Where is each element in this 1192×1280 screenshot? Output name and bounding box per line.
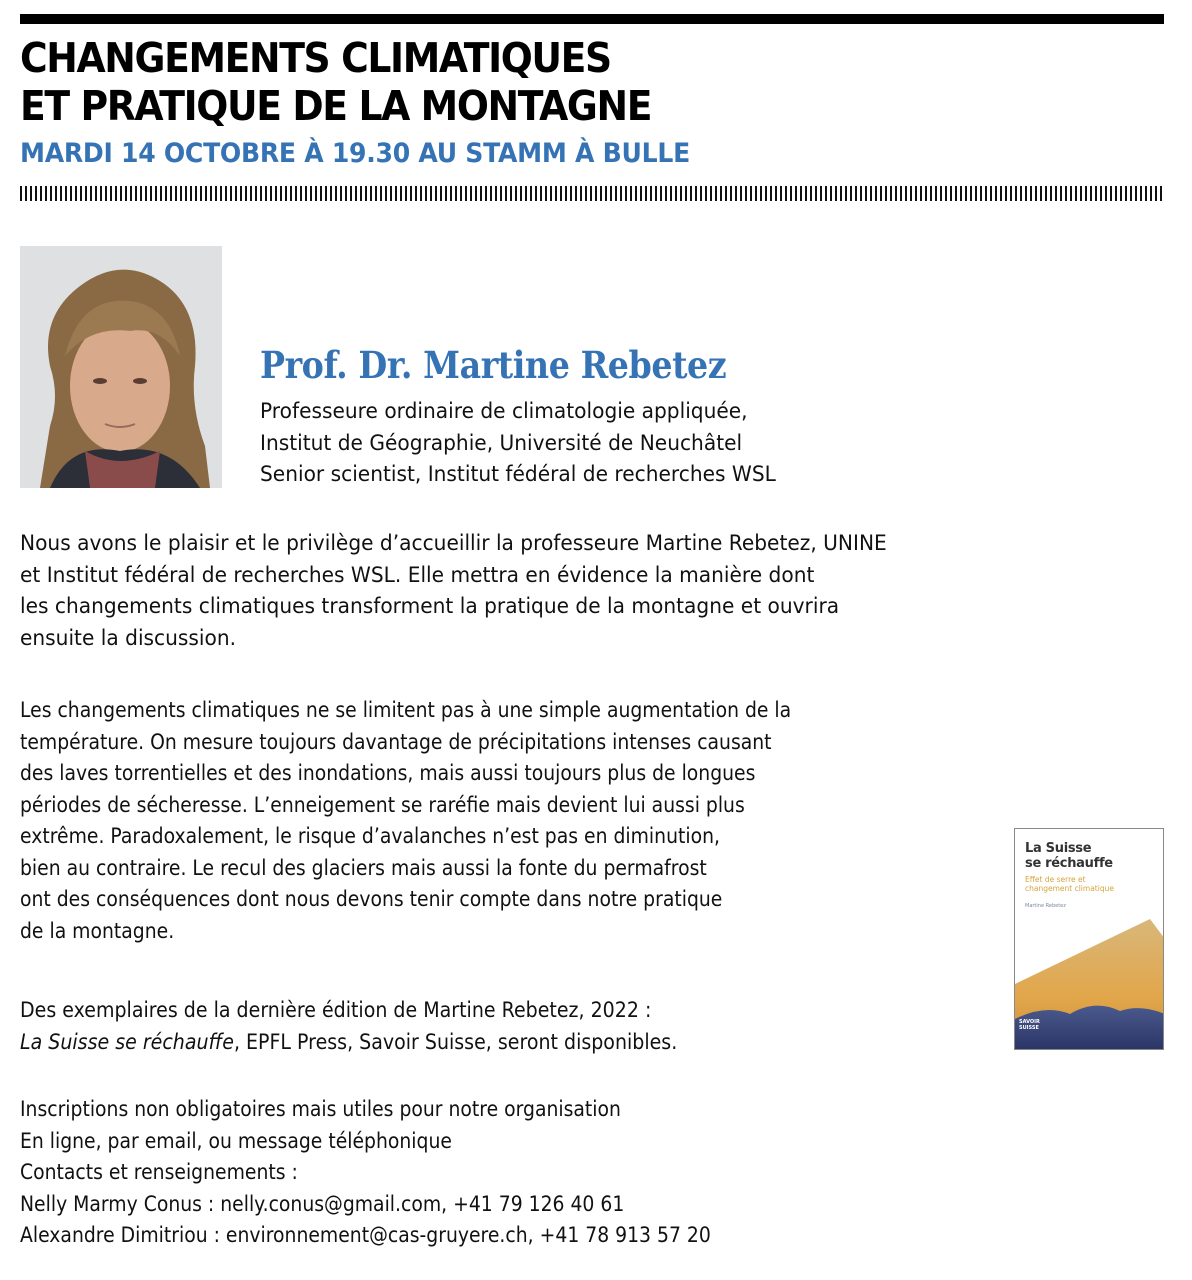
contacts-line: En ligne, par email, ou message téléphonique [20, 1128, 452, 1153]
contacts-paragraph [20, 1094, 711, 1252]
books-line [20, 1027, 677, 1059]
book-details: , EPFL Press, Savoir Suisse, seront disponibles. [233, 1029, 678, 1054]
book-publisher-logo [1019, 1019, 1040, 1031]
intro-line: les changements climatiques transforment la pratique de la montagne et ouvrira [20, 594, 840, 618]
body-paragraph [20, 695, 791, 947]
book-title-line: La Suisse [1025, 841, 1092, 856]
book-cover-subtitle [1025, 875, 1114, 893]
speaker-affiliations [260, 396, 776, 491]
contact-name: Alexandre Dimitriou [20, 1223, 208, 1247]
top-rule [20, 14, 1164, 24]
contact-name: Nelly Marmy Conus [20, 1191, 202, 1216]
dashed-divider [20, 186, 1164, 201]
book-cover-author: Martine Rebetez [1025, 903, 1066, 909]
contact-phone[interactable]: +41 79 126 40 61 [453, 1191, 625, 1216]
publisher-line: SAVOIR [1019, 1019, 1040, 1025]
affiliation-line: Institut de Géographie, Université de Neuchâtel [260, 430, 743, 455]
body-line: bien au contraire. Le recul des glaciers mais aussi la fonte du permafrost [20, 855, 707, 880]
book-title: La Suisse se réchauffe [20, 1029, 234, 1054]
contacts-line: Contacts et renseignements : [20, 1160, 298, 1184]
books-line: Des exemplaires de la dernière édition de Martine Rebetez, 2022 : [20, 998, 652, 1022]
contacts-line: Inscriptions non obligatoires mais utiles pour notre organisation [20, 1097, 621, 1121]
body-line: ont des conséquences dont nous devons tenir compte dans notre pratique [20, 887, 723, 911]
page-title [20, 34, 651, 130]
speaker-name: Prof. Dr. Martine Rebetez [260, 343, 727, 387]
contact-person [20, 1220, 711, 1252]
contact-phone[interactable]: +41 78 913 57 20 [539, 1223, 711, 1247]
title-line-2: ET PRATIQUE DE LA MONTAGNE [20, 82, 652, 130]
body-line: périodes de sécheresse. L’enneigement se raréfie mais devient lui aussi plus [20, 792, 745, 817]
separator: , [527, 1223, 540, 1247]
contact-email[interactable]: nelly.conus@gmail.com [220, 1191, 442, 1216]
title-line-1: CHANGEMENTS CLIMATIQUES [20, 34, 611, 82]
books-paragraph [20, 995, 677, 1058]
book-subtitle-line: changement climatique [1025, 884, 1114, 893]
publisher-line: SUISSE [1019, 1025, 1039, 1031]
portrait-image [20, 246, 222, 488]
body-line: des laves torrentielles et des inondations, mais aussi toujours plus de longues [20, 761, 756, 785]
speaker-portrait [20, 246, 222, 488]
book-cover-title [1025, 841, 1113, 871]
intro-line: ensuite la discussion. [20, 625, 237, 650]
event-date-subtitle: MARDI 14 OCTOBRE À 19.30 AU STAMM À BULLE [20, 138, 690, 169]
affiliation-line: Senior scientist, Institut fédéral de recherches WSL [260, 462, 776, 486]
intro-line: et Institut fédéral de recherches WSL. Elle mettra en évidence la manière dont [20, 562, 815, 587]
body-line: extrême. Paradoxalement, le risque d’avalanches n’est pas en diminution, [20, 824, 720, 848]
contact-email[interactable]: environnement@cas-gruyere.ch [225, 1223, 528, 1247]
affiliation-line: Professeure ordinaire de climatologie appliquée, [260, 399, 748, 423]
separator: : [207, 1223, 226, 1247]
separator: , [441, 1191, 454, 1216]
body-line: Les changements climatiques ne se limitent pas à une simple augmentation de la [20, 698, 792, 722]
separator: : [201, 1191, 221, 1216]
body-line: température. On mesure toujours davantage de précipitations intenses causant [20, 729, 772, 754]
book-subtitle-line: Effet de serre et [1025, 875, 1086, 884]
contact-person [20, 1189, 711, 1221]
book-cover [1014, 828, 1164, 1050]
intro-paragraph [20, 528, 887, 654]
body-line: de la montagne. [20, 918, 175, 943]
intro-line: Nous avons le plaisir et le privilège d’accueillir la professeure Martine Rebetez, UNINE [20, 531, 887, 555]
book-title-line: se réchauffe [1025, 856, 1113, 871]
